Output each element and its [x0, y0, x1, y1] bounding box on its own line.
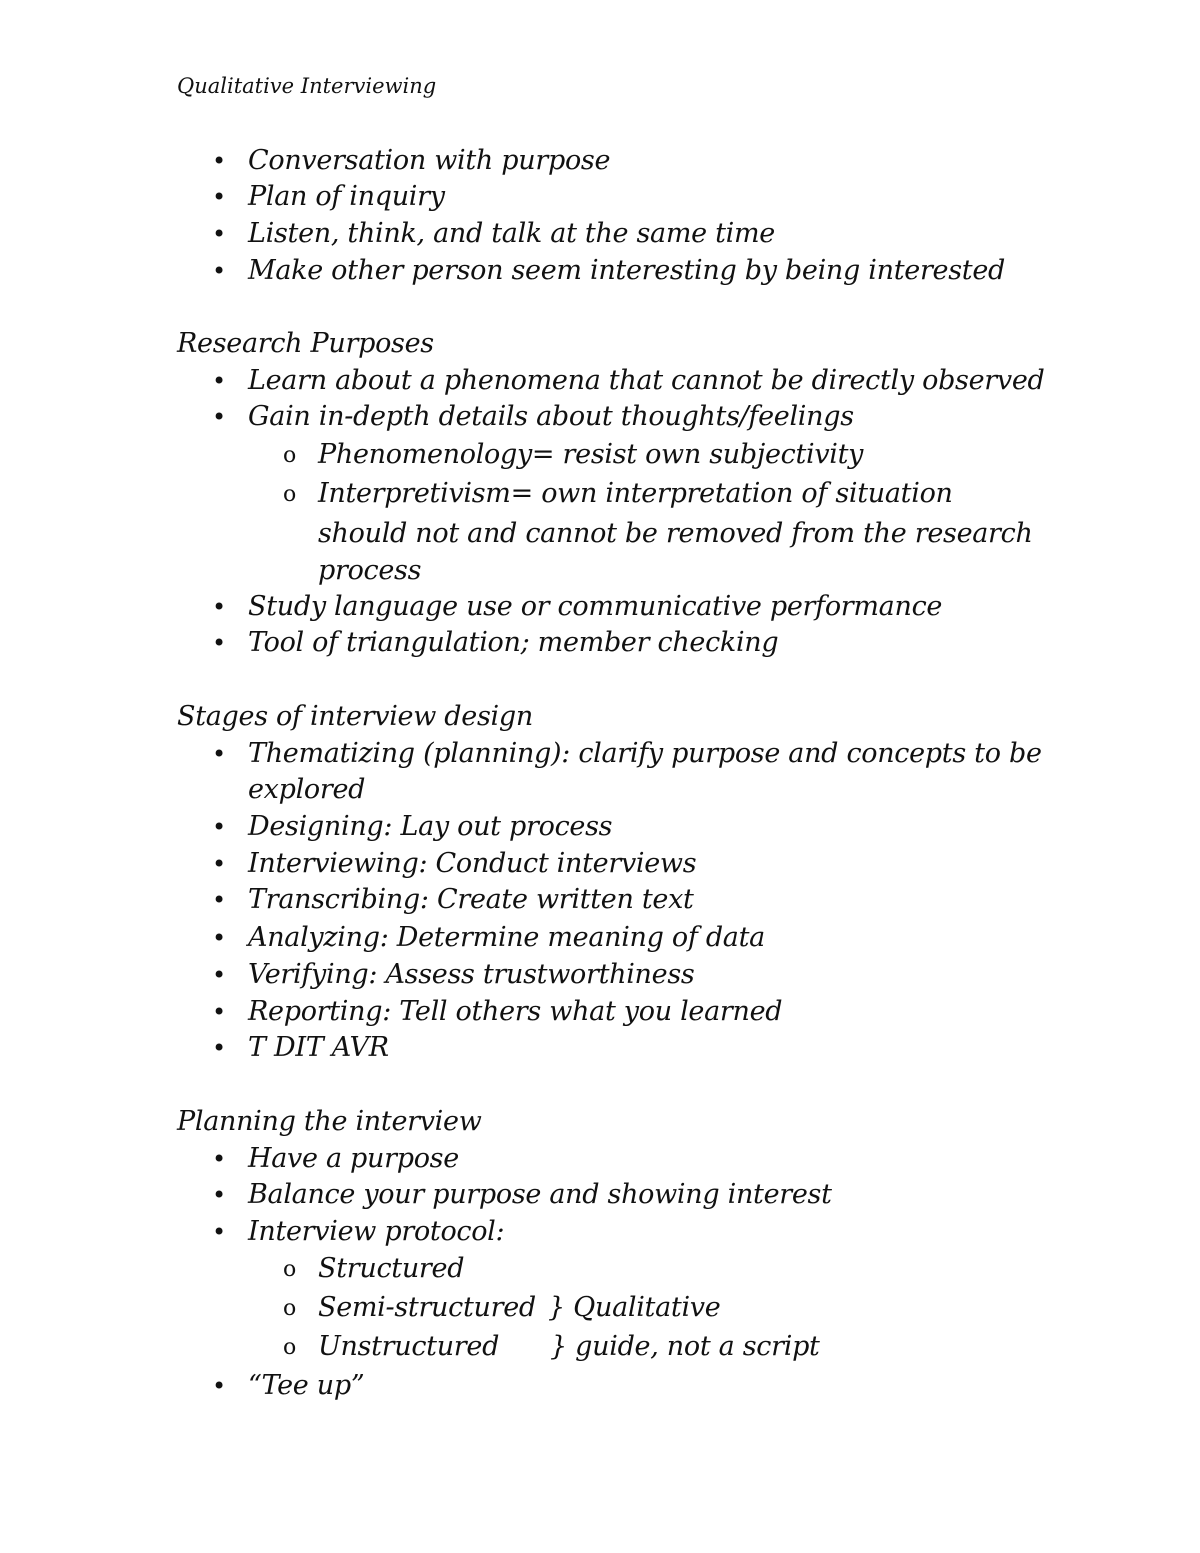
- bullet-icon: •: [212, 886, 226, 914]
- list-item-text: Make other person seem interesting by being interested: [248, 255, 1005, 286]
- sub-bullet-icon: o: [283, 1257, 296, 1282]
- bullet-icon: •: [212, 998, 226, 1026]
- bullet-icon: •: [212, 629, 226, 657]
- sub-list-item-text: Unstructured: [318, 1331, 500, 1362]
- bullet-icon: •: [212, 740, 226, 768]
- bullet-icon: •: [212, 593, 226, 621]
- sub-bullet-icon: o: [283, 443, 296, 468]
- section-heading-research: Research Purposes: [177, 328, 434, 359]
- sub-list-item-continuation: process: [318, 555, 422, 586]
- list-item-text: Learn about a phenomena that cannot be directly observed: [248, 365, 1045, 396]
- list-item-text: “Tee up”: [248, 1370, 365, 1401]
- sub-list-item-continuation: should not and cannot be removed from the research: [318, 518, 1033, 549]
- list-item-text: Analyzing: Determine meaning of data: [248, 922, 765, 953]
- list-item-text: Interview protocol:: [248, 1216, 505, 1247]
- list-item-text: Designing: Lay out process: [248, 811, 613, 842]
- bullet-icon: •: [212, 367, 226, 395]
- sub-list-item-text: Semi-structured: [318, 1292, 536, 1323]
- sub-bullet-icon: o: [283, 482, 296, 507]
- bullet-icon: •: [212, 183, 226, 211]
- list-item-text: Conversation with purpose: [248, 145, 611, 176]
- bullet-icon: •: [212, 257, 226, 285]
- bullet-icon: •: [212, 1181, 226, 1209]
- brace-annotation: } guide, not a script: [550, 1331, 820, 1362]
- list-item-text: Balance your purpose and showing interest: [248, 1179, 832, 1210]
- sub-list-item-text: Structured: [318, 1253, 465, 1284]
- bullet-icon: •: [212, 1218, 226, 1246]
- bullet-icon: •: [212, 924, 226, 952]
- list-item-text: Study language use or communicative performance: [248, 591, 943, 622]
- list-item-text: Have a purpose: [248, 1143, 459, 1174]
- list-item-text: Listen, think, and talk at the same time: [248, 218, 775, 249]
- list-item-text: Reporting: Tell others what you learned: [248, 996, 783, 1027]
- list-item-text: T DIT AVR: [248, 1032, 389, 1063]
- bullet-icon: •: [212, 403, 226, 431]
- bullet-icon: •: [212, 147, 226, 175]
- sub-bullet-icon: o: [283, 1335, 296, 1360]
- bullet-icon: •: [212, 1372, 226, 1400]
- list-item-continuation: explored: [248, 774, 366, 805]
- bullet-icon: •: [212, 850, 226, 878]
- running-header: Qualitative Interviewing: [177, 74, 437, 98]
- sub-list-item-text: Phenomenology= resist own subjectivity: [318, 439, 864, 470]
- section-heading-planning: Planning the interview: [177, 1106, 482, 1137]
- bullet-icon: •: [212, 1034, 226, 1062]
- section-heading-stages: Stages of interview design: [177, 701, 533, 732]
- bullet-icon: •: [212, 813, 226, 841]
- brace-annotation: } Qualitative: [548, 1292, 721, 1323]
- list-item-text: Interviewing: Conduct interviews: [248, 848, 697, 879]
- list-item-text: Thematizing (planning): clarify purpose and concepts to be: [248, 738, 1042, 769]
- list-item-text: Gain in-depth details about thoughts/feelings: [248, 401, 854, 432]
- sub-list-item-text: Interpretivism= own interpretation of situation: [318, 478, 953, 509]
- list-item-text: Tool of triangulation; member checking: [248, 627, 779, 658]
- list-item-text: Plan of inquiry: [248, 181, 445, 212]
- bullet-icon: •: [212, 961, 226, 989]
- bullet-icon: •: [212, 1145, 226, 1173]
- list-item-text: Transcribing: Create written text: [248, 884, 694, 915]
- list-item-text: Verifying: Assess trustworthiness: [248, 959, 695, 990]
- bullet-icon: •: [212, 220, 226, 248]
- sub-bullet-icon: o: [283, 1296, 296, 1321]
